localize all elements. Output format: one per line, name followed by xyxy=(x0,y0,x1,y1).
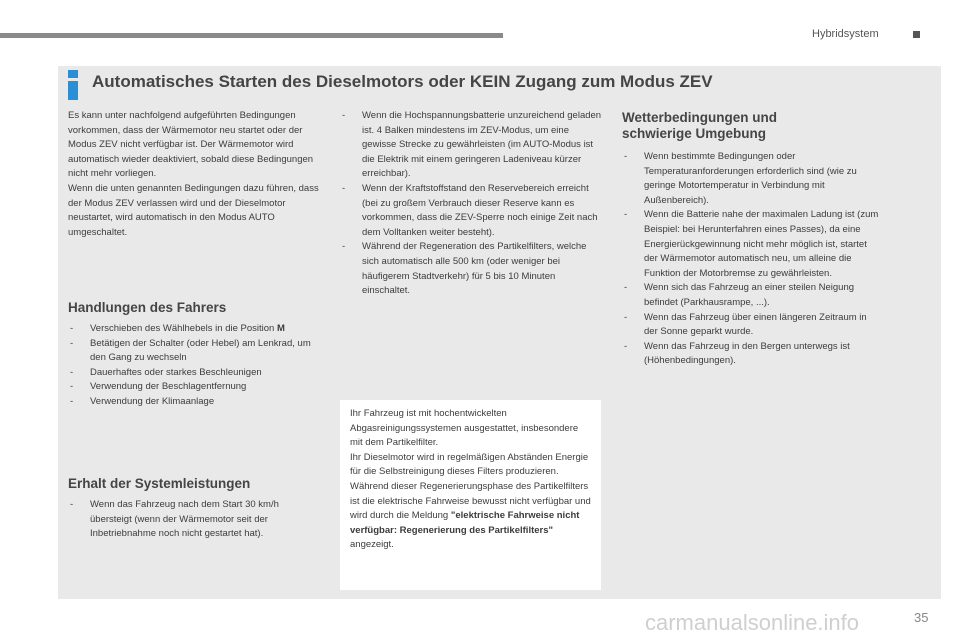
intro-paragraph-2: Wenn die unten genannten Bedingungen dazu führen, dass der Modus ZEV verlassen wird und der Dieselmotor neustartet, wird automatisch in den Modus AUTO umgeschaltet. xyxy=(68,182,319,238)
section-marker xyxy=(913,31,920,38)
list-item: - Verschieben des Wählhebels in die Position M xyxy=(68,322,320,337)
system-heading: Erhalt der Systemleistungen xyxy=(68,476,251,491)
note-paragraph: Ihr Fahrzeug ist mit hochentwickelten Abgasreinigungssystemen ausgestattet, insbesondere mit dem Partikelfilter. xyxy=(350,408,579,449)
note-paragraph: Ihr Dieselmotor wird in regelmäßigen Abständen Energie für die Selbstreinigung dieses Filters produzieren. xyxy=(350,451,589,478)
weather-list xyxy=(622,150,880,369)
list-item: - Verwendung der Beschlagentfernung xyxy=(68,380,320,395)
page-title: Automatisches Starten des Dieselmotors oder KEIN Zugang zum Modus ZEV xyxy=(92,72,713,91)
weather-heading: Wetterbedingungen und schwierige Umgebung xyxy=(622,110,777,141)
list-item: - Wenn der Kraftstoffstand den Reservebereich erreicht (bei zu großem Verbrauch dieser Reserve kann es vorkommen, dass die ZEV-Sperre noch einige Zeit nach dem Volltanken weiter besteht). xyxy=(340,182,602,240)
info-icon xyxy=(66,70,80,100)
list-item: - Wenn das Fahrzeug über einen längeren Zeitraum in der Sonne geparkt wurde. xyxy=(622,311,880,340)
note-paragraph: Während dieser Regenerierungsphase des Partikelfilters ist die elektrische Fahrweise bewusst nicht verfügbar und wird durch die Meldung "elektrische Fahrweise nicht verfügbar: Regenerierung des Partikelfilters" angezeigt. xyxy=(350,480,591,551)
driver-list xyxy=(68,322,320,410)
middle-list xyxy=(340,109,602,299)
list-item: - Wenn das Fahrzeug in den Bergen unterwegs ist (Höhenbedingungen). xyxy=(622,340,880,369)
weather-section xyxy=(622,110,880,369)
list-item: - Wenn sich das Fahrzeug an einer steilen Neigung befindet (Parkhausrampe, ...). xyxy=(622,281,880,310)
system-section xyxy=(68,476,320,542)
driver-section xyxy=(68,300,320,410)
driver-heading: Handlungen des Fahrers xyxy=(68,300,227,315)
list-item: - Wenn die Hochspannungsbatterie unzureichend geladen ist. 4 Balken mindestens im ZEV-Modus, um eine gewisse Strecke zu gewährleisten (im AUTO-Modus ist die Elektrik mit einem geringeren Ladeniveau kürzer erreichbar). xyxy=(340,109,602,182)
list-item: - Verwendung der Klimaanlage xyxy=(68,395,320,410)
list-item: - Wenn das Fahrzeug nach dem Start 30 km/h übersteigt (wenn der Wärmemotor seit der Inbetriebnahme noch nicht gestartet hat). xyxy=(68,498,320,542)
list-item: - Betätigen der Schalter (oder Hebel) am Lenkrad, um den Gang zu wechseln xyxy=(68,337,320,366)
list-item: - Wenn bestimmte Bedingungen oder Temperaturanforderungen erforderlich sind (wie zu geringe Motortemperatur in Verbindung mit Außenbereich). xyxy=(622,150,880,208)
page-number: 35 xyxy=(914,610,929,625)
system-list xyxy=(68,498,320,542)
intro-column xyxy=(68,109,320,240)
intro-paragraph: Es kann unter nachfolgend aufgeführten Bedingungen vorkommen, dass der Wärmemotor neu startet oder der Modus ZEV nicht verfügbar ist. Der Wärmemotor wird automatisch wieder deaktiviert, sobald diese Bedingungen nicht mehr vorliegen. xyxy=(68,110,314,180)
list-item: - Während der Regeneration des Partikelfilters, welche sich automatisch alle 500 km (oder weniger bei häufigerem Stadtverkehr) für 5 bis 10 Minuten einschaltet. xyxy=(340,240,602,298)
middle-section xyxy=(340,109,602,299)
top-progress-bar xyxy=(0,33,503,38)
list-item: - Wenn die Batterie nahe der maximalen Ladung ist (zum Beispiel: bei Herunterfahren eines Passes), da eine Energierückgewinnung nicht mehr möglich ist, startet der Wärmemotor automatisch neu, um alleine die Funktion der Motorbremse zu gewährleisten. xyxy=(622,208,880,281)
watermark: carmanualsonline.info xyxy=(645,610,860,635)
note-box xyxy=(340,400,601,590)
list-item: - Dauerhaftes oder starkes Beschleunigen xyxy=(68,366,320,381)
section-label: Hybridsystem xyxy=(812,28,879,40)
